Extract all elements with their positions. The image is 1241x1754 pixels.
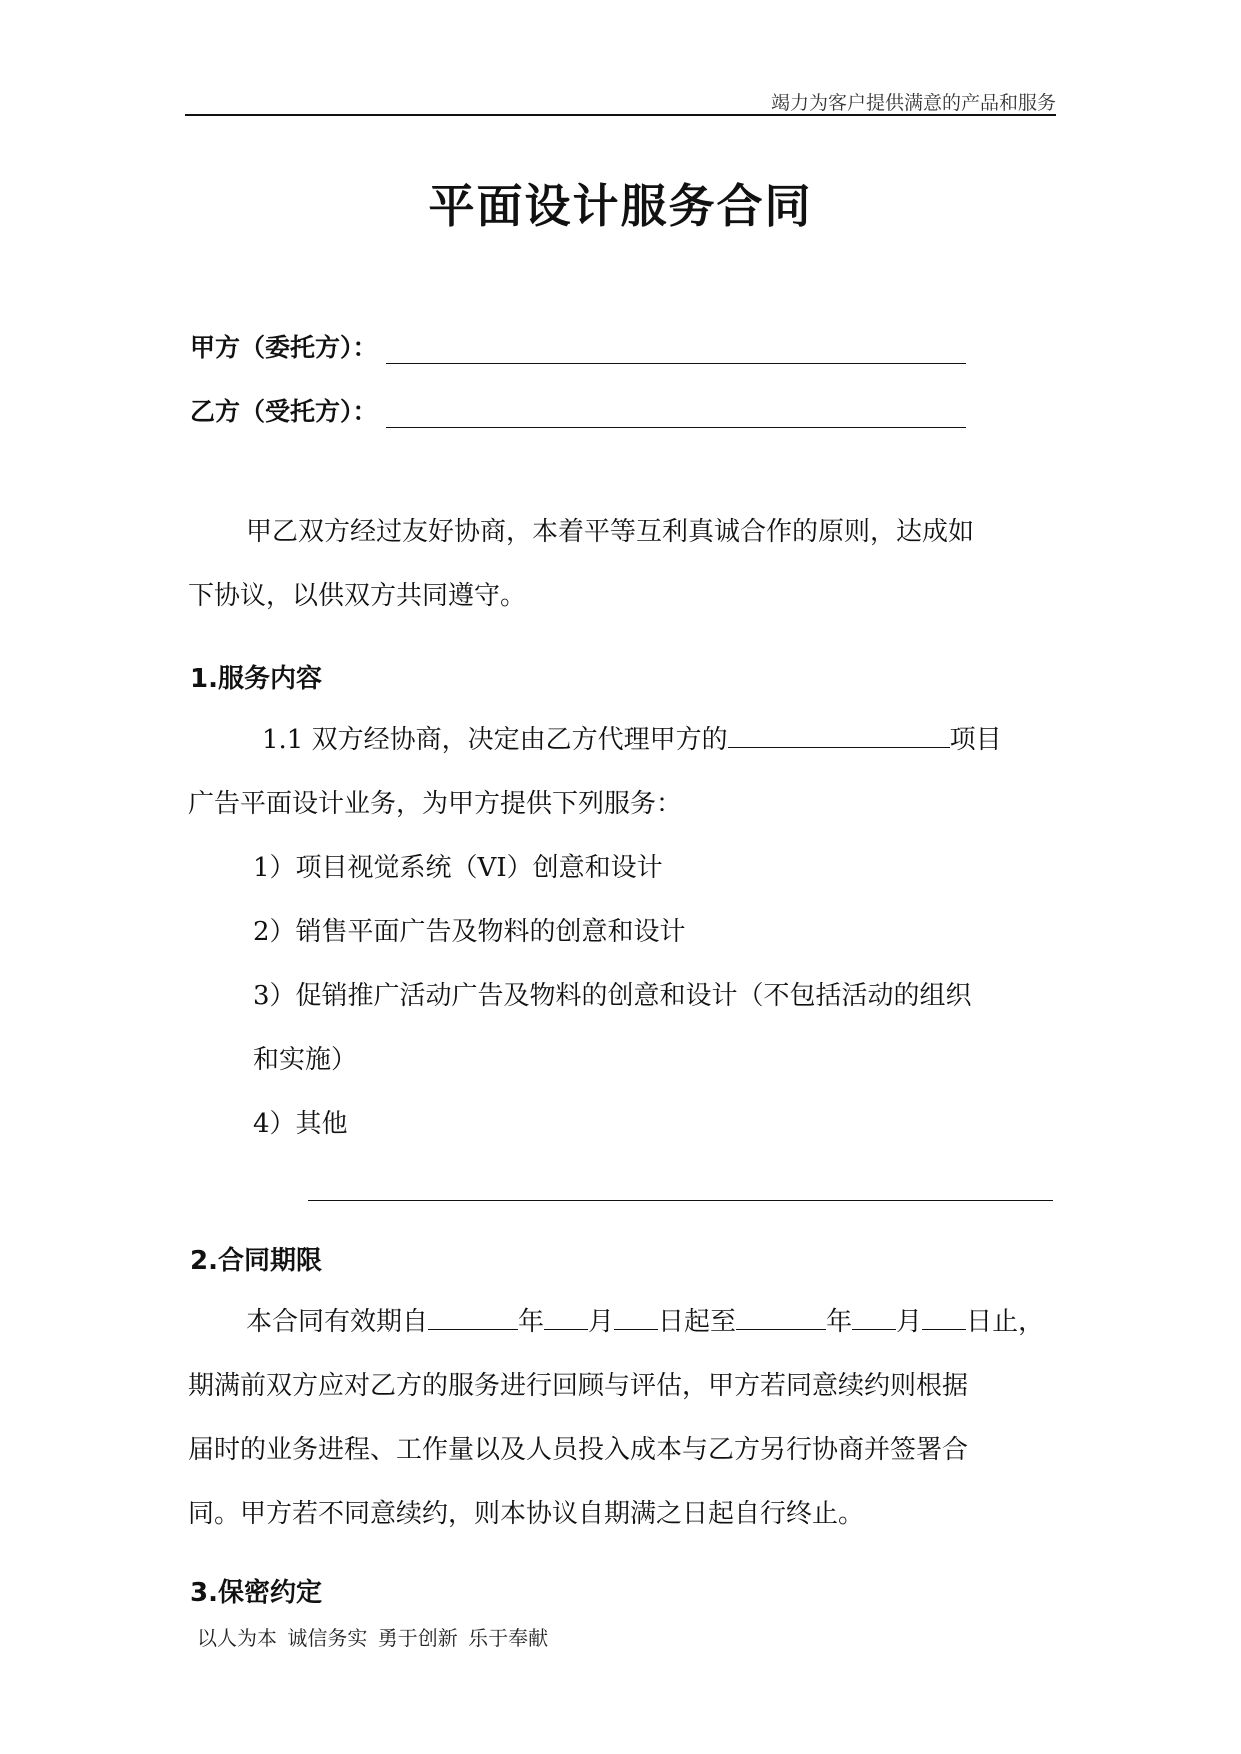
other-services-blank — [308, 1200, 1053, 1201]
clause-1-1-text-before: 1.1 双方经协商，决定由乙方代理甲方的 — [262, 725, 728, 755]
intro-line-2: 下协议，以供双方共同遵守。 — [188, 581, 527, 611]
party-a-label: 甲方（委托方）： — [190, 333, 378, 362]
service-item-4: 4）其他 — [253, 1109, 348, 1139]
project-name-blank — [728, 725, 950, 748]
document-title: 平面设计服务合同 — [428, 179, 813, 233]
term-line-3: 届时的业务进程、工作量以及人员投入成本与乙方另行协商并签署合 — [188, 1435, 969, 1465]
clause-1-1-line-1 — [262, 708, 1002, 772]
start-month-blank — [544, 1307, 588, 1330]
term-line-4: 同。甲方若不同意续约，则本协议自期满之日起自行终止。 — [188, 1499, 865, 1529]
service-item-3-continued: 和实施） — [253, 1045, 358, 1075]
header-divider — [185, 114, 1056, 116]
end-year-blank — [736, 1307, 826, 1330]
start-year-blank — [428, 1307, 518, 1330]
start-day-blank — [614, 1307, 658, 1330]
start-month-label: 月 — [588, 1307, 615, 1337]
party-b-label: 乙方（受托方）： — [190, 397, 378, 426]
end-day-label: 日止， — [966, 1307, 1045, 1337]
end-day-blank — [922, 1307, 966, 1330]
service-item-2: 2）销售平面广告及物料的创意和设计 — [253, 917, 686, 947]
party-a-row — [190, 328, 966, 364]
section-3-heading: 3.保密约定 — [190, 1578, 322, 1608]
service-item-1: 1）项目视觉系统（VI）创意和设计 — [253, 853, 663, 883]
end-year-label: 年 — [826, 1307, 853, 1337]
section-2-heading: 2.合同期限 — [190, 1246, 322, 1276]
end-month-label: 月 — [896, 1307, 923, 1337]
start-day-label: 日起至 — [658, 1307, 737, 1337]
party-b-blank — [386, 399, 966, 428]
term-line-2: 期满前双方应对乙方的服务进行回顾与评估，甲方若同意续约则根据 — [188, 1371, 969, 1401]
start-year-label: 年 — [518, 1307, 545, 1337]
party-b-row — [190, 392, 966, 428]
term-line-1 — [246, 1290, 1044, 1354]
footer-motto: 以人为本 诚信务实 勇于创新 乐于奉献 — [197, 1626, 549, 1650]
intro-line-1: 甲乙双方经过友好协商，本着平等互利真诚合作的原则，达成如 — [246, 517, 975, 547]
clause-1-1-line-2: 广告平面设计业务，为甲方提供下列服务： — [188, 789, 683, 819]
service-item-3: 3）促销推广活动广告及物料的创意和设计（不包括活动的组织 — [253, 981, 972, 1011]
clause-1-1-text-after: 项目 — [949, 725, 1002, 755]
header-slogan: 竭力为客户提供满意的产品和服务 — [770, 92, 1056, 114]
section-1-heading: 1.服务内容 — [190, 664, 322, 694]
end-month-blank — [852, 1307, 896, 1330]
party-a-blank — [386, 335, 966, 364]
term-start-text: 本合同有效期自 — [246, 1307, 429, 1337]
